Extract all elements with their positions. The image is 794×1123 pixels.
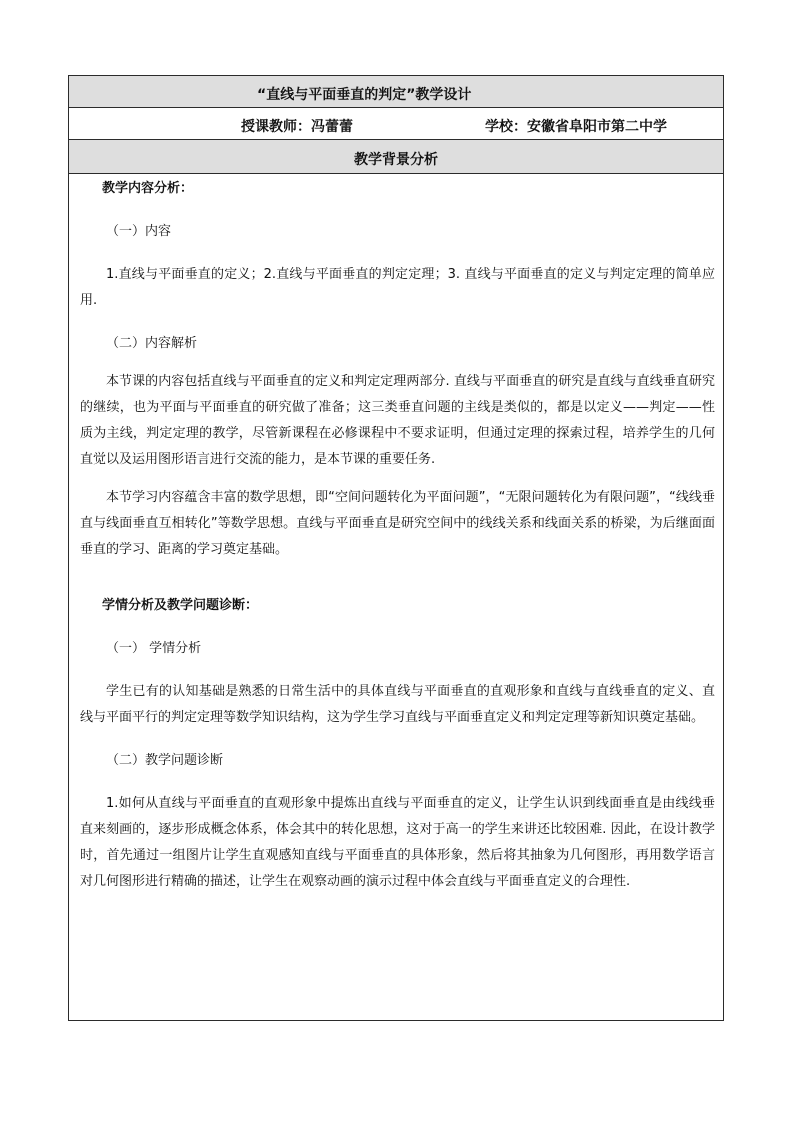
student-part2-text: 1.如何从直线与平面垂直的直观形象中提炼出直线与平面垂直的定义，让学生认识到线面垂直是由线线垂直来刻画的，逐步形成概念体系，体会其中的转化思想，这对于高一的学生来讲还比较困难. 因此，在设计教学时，首先通过一组图片让学生直观感知直线与平面垂直的具体形象，然后将其抽象为几何图形，再用数学语言对几何图形进行精确的描述，让学生在观察动画的演示过程中体会直线与平面垂直定义的合理性.: [80, 796, 715, 889]
content-part2-title: （二）内容解析: [106, 336, 198, 351]
section-title: 教学背景分析: [354, 152, 438, 168]
content-analysis-heading: 教学内容分析：: [102, 181, 194, 196]
teacher-name: 授课教师：冯蕾蕾: [241, 119, 353, 135]
content-part2-paragraph-1: 本节课的内容包括直线与平面垂直的定义和判定定理两部分. 直线与平面垂直的研究是直线与直线垂直研究的继续，也为平面与平面垂直的研究做了准备；这三类垂直问题的主线是类似的，都是以定义——判定——性质为主线，判定定理的教学，尽管新课程在必修课程中不要求证明，但通过定理的探索过程，培养学生的几何直觉以及运用图形语言进行交流的能力，是本节课的重要任务.: [80, 374, 715, 467]
title-row: [69, 76, 723, 108]
content-cell: [69, 174, 723, 895]
student-part1-title: （一） 学情分析: [106, 641, 202, 656]
content-part2-paragraph-2: 本节学习内容蕴含丰富的数学思想，即“空间问题转化为平面问题”，“无限问题转化为有限问题”，“线线垂直与线面垂直互相转化”等数学思想。直线与平面垂直是研究空间中的线线关系和线面关系的桥梁，为后继面面垂直的学习、距离的学习奠定基础。: [80, 490, 715, 557]
student-analysis-heading: 学情分析及教学问题诊断：: [102, 598, 259, 613]
lesson-plan-table: [68, 75, 724, 1021]
content-part1-text: 1.直线与平面垂直的定义；2.直线与平面垂直的判定定理；3. 直线与平面垂直的定义与判定定理的简单应用.: [80, 267, 715, 308]
document-title: “直线与平面垂直的判定”教学设计: [257, 87, 472, 103]
student-part1-text: 学生已有的认知基础是熟悉的日常生活中的具体直线与平面垂直的直观形象和直线与直线垂直的定义、直线与平面平行的判定定理等数学知识结构，这为学生学习直线与平面垂直定义和判定定理等新知识奠定基础。: [80, 684, 715, 725]
section-header-row: [69, 140, 723, 174]
school-name: 学校：安徽省阜阳市第二中学: [485, 119, 667, 135]
info-row: [69, 108, 723, 140]
content-part1-title: （一）内容: [106, 224, 172, 239]
student-part2-title: （二）教学问题诊断: [106, 753, 224, 768]
